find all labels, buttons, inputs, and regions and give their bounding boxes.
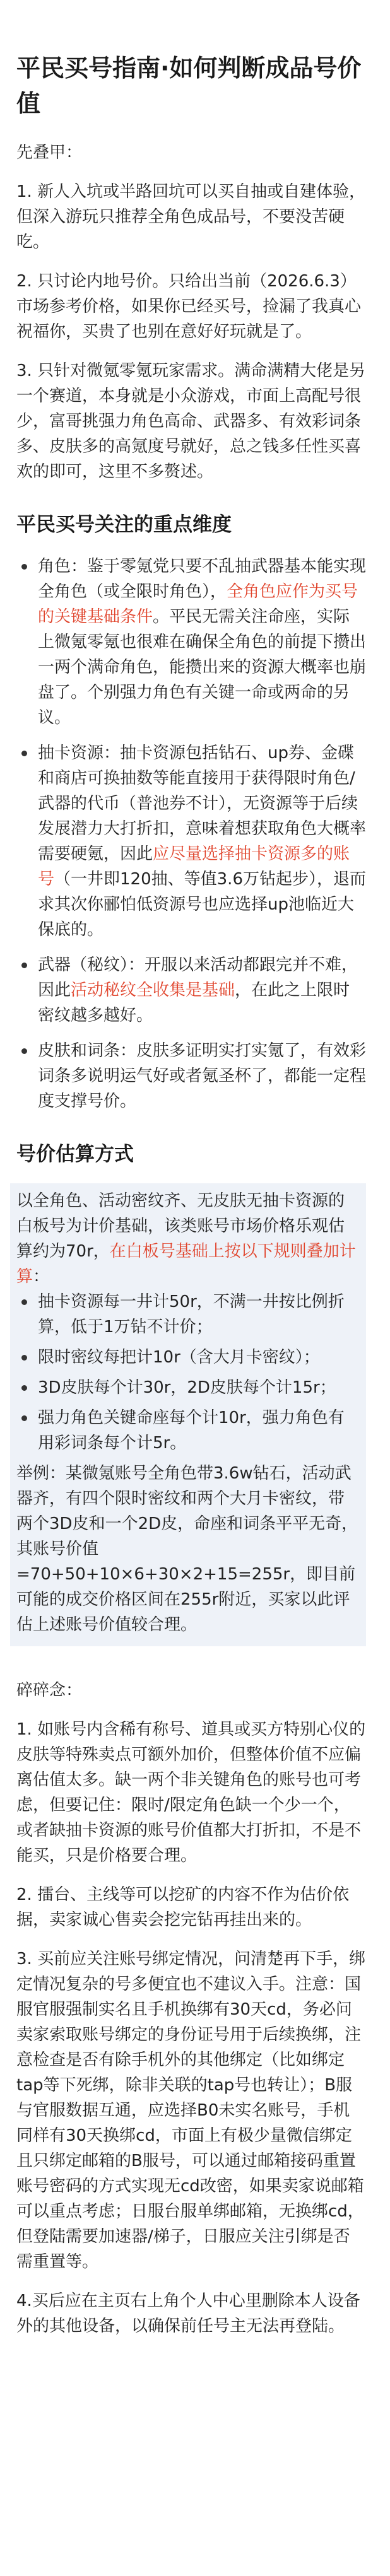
valuation-lead-tail: ： (33, 1267, 50, 1286)
notes-heading: 碎碎念： (16, 1681, 83, 1700)
list-item-skins-affixes (16, 1038, 366, 1114)
section-heading-valuation: 号价估算方式 (16, 1143, 134, 1166)
valuation-highlight-block (10, 1183, 366, 1646)
note-1: 1. 如账号内含稀有称号、道具或买方特别心仪的皮肤等特殊卖点可额外加价，但整体价值不应偏离估值太多。缺一两个非关键角色的账号也可考虑，但要记住：限时/限定角色缺一个少一个，或者缺抽卡资源的账号价值都大打折扣，不是不能买，只是价格要合理。 (16, 1720, 366, 1865)
bullet-dot-icon (21, 564, 27, 570)
bullet-dot-icon (21, 1048, 27, 1054)
valuation-lead-text: 以全角色、活动密纹齐、无皮肤无抽卡资源的白板号为计价基础，该类账号市场价格乐观估算约为70r， (16, 1191, 345, 1261)
section-heading-key-dimensions: 平民买号关注的重点维度 (16, 513, 232, 536)
characters-text: 角色：鉴于零氪党只要不乱抽武器基本能实现全角色（或全限时角色）， (38, 557, 367, 601)
key-dimensions-list (16, 554, 366, 1114)
rule-item (16, 1345, 360, 1370)
bullet-dot-icon (21, 1355, 27, 1361)
article-title: 平民买号指南·如何判断成品号价值 (16, 54, 362, 117)
rule-text: 3D皮肤每个计30r，2D皮肤每个计15r； (38, 1378, 336, 1397)
rule-text: 限时密纹每把计10r（含大月卡密纹）； (38, 1348, 320, 1367)
weapons-emphasis: 活动秘纹全收集是基础 (71, 981, 235, 1000)
intro-paragraph-1: 1. 新人入坑或半路回坑可以买自抽或自建体验，但深入游玩只推荐全角色成品号，不要没苦硬吃。 (16, 182, 366, 252)
note-2: 2. 擂台、主线等可以挖矿的内容不作为估价依据，卖家诚心售卖会挖完钻再挂出来的。 (16, 1885, 350, 1929)
preface-text: 先叠甲： (16, 143, 83, 162)
resources-emphasis: 应尽量选择抽卡资源多的账号 (38, 845, 350, 889)
resources-text: 抽卡资源：抽卡资源包括钻石、up券、金碟和商店可换抽数等能直接用于获得限时角色/武器的代币（普池券不计），无资源等于后续发展潜力大打折扣，意味着想获取角色大概率需要硬氪，因此 (38, 744, 367, 864)
weapons-text: 武器（秘纹）：开服以来活动都跟完并不难，因此 (38, 956, 358, 1000)
valuation-rules-list (16, 1289, 360, 1456)
section-spacer (16, 1646, 366, 1678)
resources-text-tail: （一井即120抽、等值3.6万钻起步），退而求其次你郦怕低资源号也应选择up池临近大保底的。 (38, 870, 366, 939)
skins-text: 皮肤和词条：皮肤多证明实打实氪了，有效彩词条多说明运气好或者氪圣杯了，都能一定程度支撑号价。 (38, 1041, 367, 1111)
list-item-gacha-resources (16, 741, 366, 942)
valuation-example: 举例：某微氪账号全角色带3.6w钻石，活动武器齐，有四个限时密纹和两个大月卡密纹，带两个3D皮和一个2D皮，命座和词条平平无奇，其账号价值=70+50+10×6+30×2+15=255r，即目前可能的成交价格区间在255r附近，买家以此评估上述账号价值较合理。 (16, 1464, 358, 1634)
characters-text-tail: 。平民无需关注命座，实际上微氪零氪也很难在确保全角色的前提下攒出一两个满命角色，能攒出来的资源大概率也崩盘了。个别强力角色有关键一命或两命的另议。 (38, 607, 367, 727)
bullet-dot-icon (21, 1415, 27, 1421)
valuation-lead (16, 1188, 360, 1289)
list-item-weapons (16, 952, 366, 1028)
list-item-characters (16, 554, 366, 730)
weapons-text-tail: ，在此之上限时密纹越多越好。 (38, 981, 350, 1025)
note-3: 3. 买前应关注账号绑定情况，问清楚再下手，绑定情况复杂的号多便宜也不建议入手。注意：国服官服强制实名且手机换绑有30天cd，务必问卖家索取账号绑定的身份证号用于后续换绑，注意检查是否有除手机外的其他绑定（比如绑定tap等下死绑，除非关联的tap号也转让）；B服与官服数据互通，应选择B0未实名账号，手机同样有30天换绑cd，市面上有极少量微信绑定且只绑定邮箱的B服号，可以通过邮箱接码重置账号密码的方式实现无cd改密，如果卖家说邮箱可以重点考虑；日服台服单绑邮箱，无换绑cd，但登陆需要加速器/梯子，日服应关注引绑是否需重置等。 (16, 1950, 366, 2271)
article (0, 50, 390, 2339)
rule-item (16, 1375, 360, 1400)
rule-text: 强力角色关键命座每个计10r，强力角色有用彩词条每个计5r。 (38, 1408, 345, 1453)
rule-item (16, 1289, 360, 1340)
rule-item (16, 1405, 360, 1456)
characters-emphasis: 全角色应作为买号的关键基础条件 (38, 582, 358, 626)
rule-text: 抽卡资源每一井计50r，不满一井按比例折算，低于1万钻不计价； (38, 1292, 345, 1337)
valuation-lead-emphasis: 在白板号基础上按以下规则叠加计算 (16, 1242, 356, 1286)
bullet-dot-icon (21, 1299, 27, 1305)
bullet-dot-icon (21, 1385, 27, 1391)
note-4: 4.买后应在主页右上角个人中心里删除本人设备外的其他设备，以确保前任号主无法再登陆。 (16, 2292, 360, 2336)
intro-paragraph-3: 3. 只针对微氪零氪玩家需求。满命满精大佬是另一个赛道，本身就是小众游戏，市面上高配号很少，富哥挑强力角色高命、武器多、有效彩词条多、皮肤多的高氪度号就好，总之钱多任性买喜欢的即可，这里不多赘述。 (16, 361, 366, 481)
intro-paragraph-2: 2. 只讨论内地号价。只给出当前（2026.6.3）市场参考价格，如果你已经买号，捡漏了我真心祝福你，买贵了也别在意好好玩就是了。 (16, 272, 362, 341)
bullet-dot-icon (21, 963, 27, 968)
bullet-dot-icon (21, 751, 27, 756)
